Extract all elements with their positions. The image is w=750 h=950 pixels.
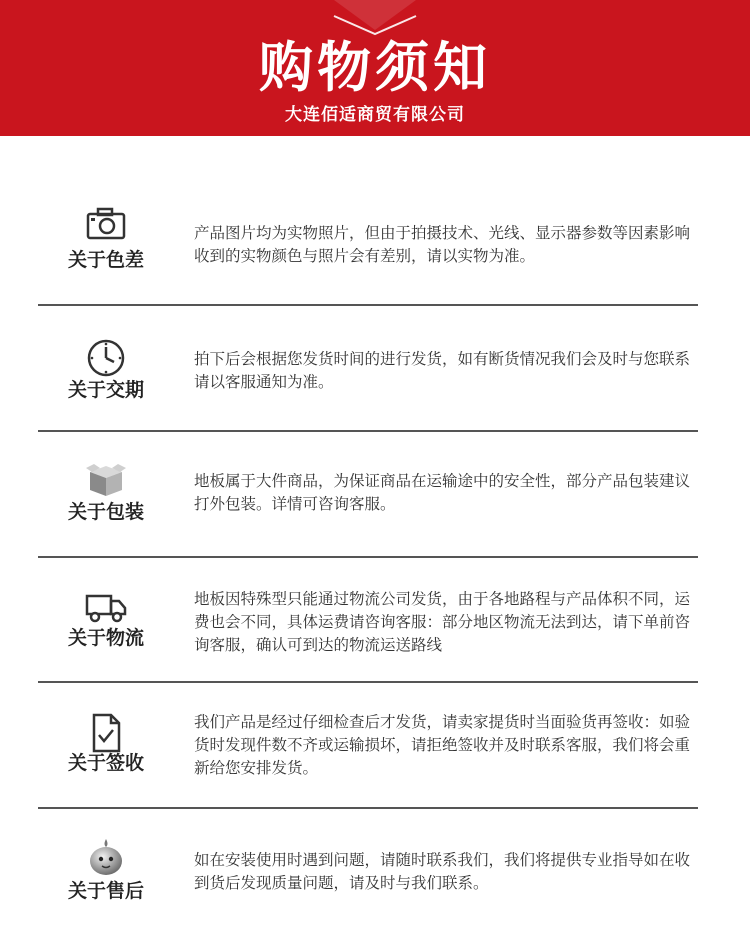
section-delivery-time	[38, 306, 698, 432]
section-text: 地板属于大件商品，为保证商品在运输途中的安全性，部分产品包装建议打外包装。详情可咨询客服。	[194, 472, 691, 513]
chat-mascot-icon	[84, 835, 128, 879]
section-logistics	[38, 558, 698, 684]
section-color-difference	[38, 180, 698, 306]
section-text: 产品图片均为实物照片，但由于拍摄技术、光线、显示器参数等因素影响收到的实物颜色与照片会有差别，请以实物为准。	[194, 224, 691, 265]
box-icon	[84, 458, 128, 502]
header-notch	[0, 0, 750, 40]
section-label: 关于包装	[67, 501, 144, 523]
section-text: 我们产品是经过仔细检查后才发货，请卖家提货时当面验货再签收：如验货时发现件数不齐或运输损坏，请拒绝签收并及时联系客服，我们将会重新给您安排发货。	[194, 713, 691, 777]
truck-icon	[84, 584, 128, 628]
camera-icon	[84, 202, 128, 246]
section-label: 关于色差	[67, 249, 144, 271]
company-name: 大连佰适商贸有限公司	[285, 105, 465, 125]
section-text: 地板因特殊型只能通过物流公司发货，由于各地路程与产品体积不同，运费也会不同，具体运费请咨询客服：部分地区物流无法到达，请下单前咨询客服，确认可到达的物流运送路线	[194, 590, 691, 654]
section-text: 拍下后会根据您发货时间的进行发货，如有断货情况我们会及时与您联系请以客服通知为准。	[194, 350, 691, 391]
section-label: 关于签收	[67, 752, 144, 774]
section-label: 关于交期	[67, 379, 144, 401]
section-after-sales	[38, 809, 698, 935]
section-label: 关于售后	[67, 880, 144, 902]
section-label: 关于物流	[67, 627, 144, 649]
document-check-icon	[84, 711, 128, 755]
section-packaging	[38, 432, 698, 558]
page-title: 购物须知	[259, 36, 491, 99]
section-sign-receipt	[38, 683, 698, 809]
section-text: 如在安装使用时遇到问题，请随时联系我们，我们将提供专业指导如在收到货后发现质量问题，请及时与我们联系。	[194, 851, 691, 892]
clock-icon	[84, 336, 128, 380]
header-banner	[0, 0, 750, 136]
